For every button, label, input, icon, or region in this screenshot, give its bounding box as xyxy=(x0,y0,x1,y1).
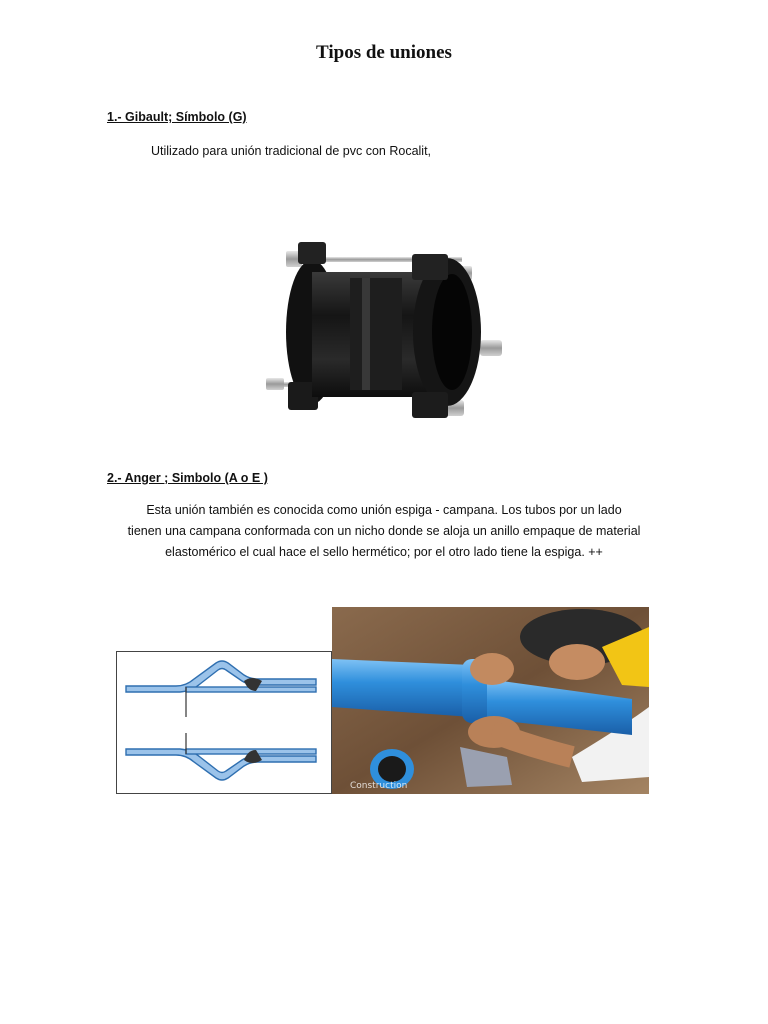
section-text-anger-line-2: tienen una campana conformada con un nicho donde se aloja un anillo empaque de material xyxy=(127,524,641,538)
photo-watermark: Construction xyxy=(350,781,408,791)
section-text-gibault: Utilizado para unión tradicional de pvc con Rocalit, xyxy=(151,144,432,158)
section-text-anger-line-1: Esta unión también es conocida como unión espiga - campana. Los tubos por un lado xyxy=(146,503,622,517)
anger-joint-diagram xyxy=(116,651,332,794)
gibault-coupling-image xyxy=(262,232,512,432)
anger-joint-photo xyxy=(332,607,649,794)
section-heading-anger: 2.- Anger ; Simbolo (A o E ) xyxy=(107,471,268,485)
section-text-anger-line-3: elastomérico el cual hace el sello hermético; por el otro lado tiene la espiga. ++ xyxy=(165,545,603,559)
page-title: Tipos de uniones xyxy=(316,42,452,63)
section-heading-gibault: 1.- Gibault; Símbolo (G) xyxy=(107,110,247,124)
